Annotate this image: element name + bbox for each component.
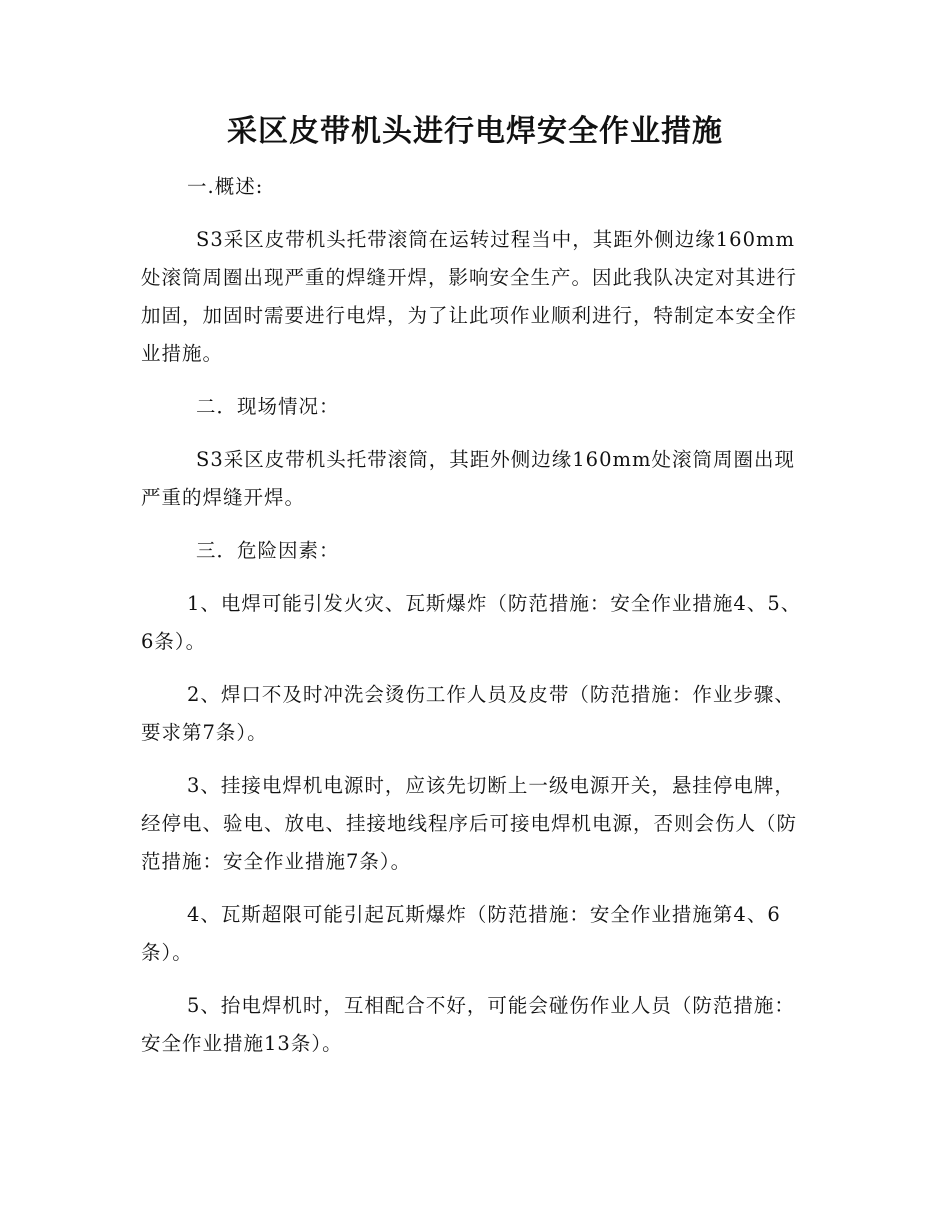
- section-heading-hazards: 三．危险因素：: [196, 539, 340, 562]
- document-title: 采区皮带机头进行电焊安全作业措施: [227, 114, 723, 149]
- site-situation-paragraph: S3采区皮带机头托带滚筒，其距外侧边缘160mm处滚筒周圈出现严重的焊缝开焊。: [141, 448, 795, 509]
- hazard-item-2: 2、焊口不及时冲洗会烫伤工作人员及皮带（防范措施：作业步骤、要求第7条）。: [141, 683, 795, 744]
- document-body: [141, 168, 813, 1063]
- section-heading-site-situation: 二．现场情况：: [196, 395, 340, 418]
- hazard-item-3: 3、挂接电焊机电源时，应该先切断上一级电源开关，悬挂停电牌，经停电、验电、放电、挂接地线程序后可接电焊机电源，否则会伤人（防范措施：安全作业措施7条）。: [141, 774, 798, 873]
- hazard-item-1: 1、电焊可能引发火灾、瓦斯爆炸（防范措施：安全作业措施4、5、6条）。: [141, 592, 802, 653]
- hazard-item-4: 4、瓦斯超限可能引起瓦斯爆炸（防范措施：安全作业措施第4、6条）。: [141, 903, 781, 964]
- hazard-item-5: 5、抬电焊机时，互相配合不好，可能会碰伤作业人员（防范措施：安全作业措施13条）。: [141, 994, 795, 1055]
- overview-paragraph: S3采区皮带机头托带滚筒在运转过程当中，其距外侧边缘160mm处滚筒周圈出现严重的焊缝开焊，影响安全生产。因此我队决定对其进行加固，加固时需要进行电焊，为了让此项作业顺利进行，特制定本安全作业措施。: [141, 228, 798, 365]
- section-heading-overview: 一.概述:: [187, 175, 264, 198]
